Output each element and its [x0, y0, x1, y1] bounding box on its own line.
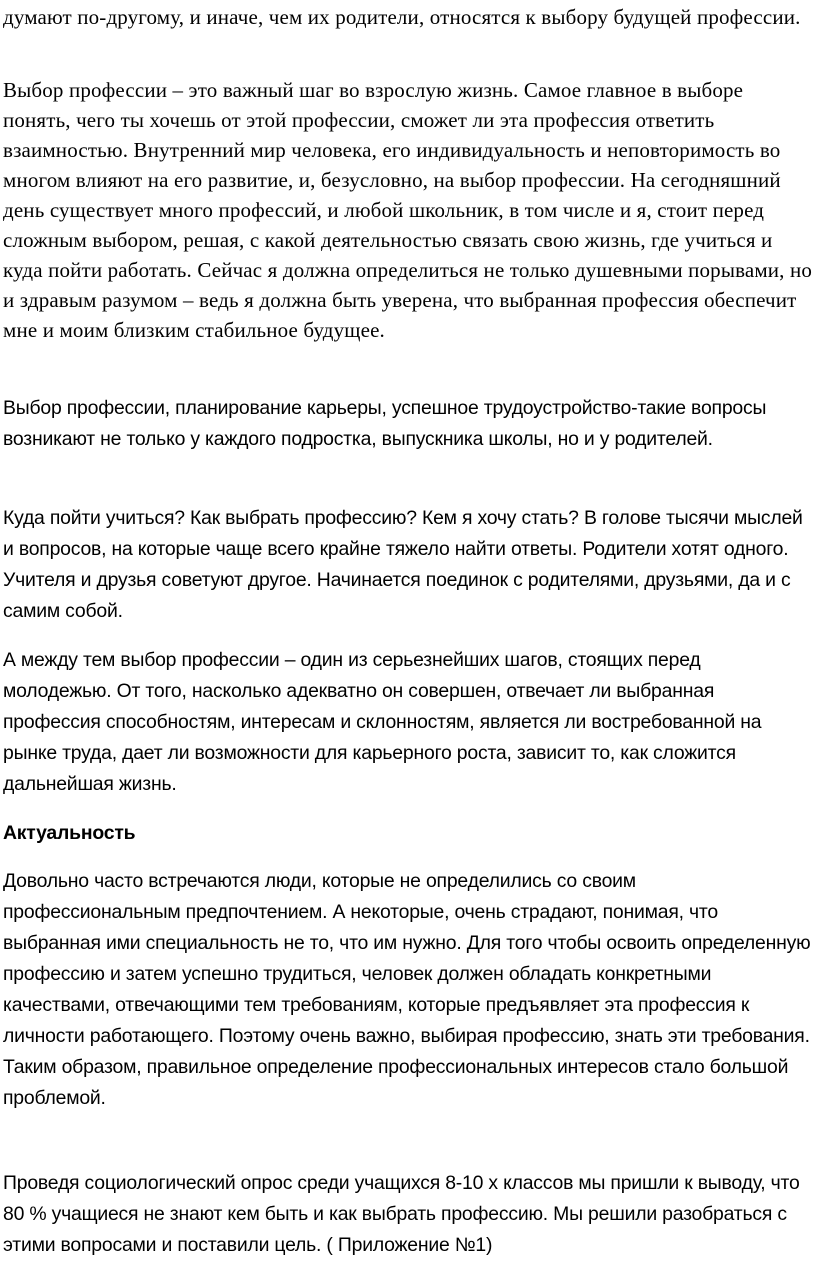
paragraph-relevance: Довольно часто встречаются люди, которые не определились со своим профессиональным предпочтением. А некоторые, очень страдают, понимая, что выбранная ими специальность не то, что им нужно. Для того чтобы освоить определенную профессию и затем успешно трудиться, человек должен обладать конкретными качествами, отвечающими тем требованиям, которые предъявляет эта профессия к личности работающего. Поэтому очень важно, выбирая профессию, знать эти требования. Таким образом, правильное определение профессиональных интересов стало большой проблемой.: [3, 870, 811, 1109]
paragraph-survey: Проведя социологический опрос среди учащихся 8-10 х классов мы пришли к выводу, что 80 % учащиеся не знают кем быть и как выбрать профессию. Мы решили разобраться с этими вопросами и поставили цель. ( Приложение №1): [3, 1172, 800, 1256]
paragraph-career-planning: Выбор профессии, планирование карьеры, успешное трудоустройство-такие вопросы возникают не только у каждого подростка, выпускника школы, но и у родителей.: [3, 397, 767, 450]
section-heading-relevance: Актуальность: [3, 822, 136, 844]
paragraph-questions: Куда пойти учиться? Как выбрать профессию? Кем я хочу стать? В голове тысячи мыслей и вопросов, на которые чаще всего крайне тяжело найти ответы. Родители хотят одного. Учителя и друзья советуют другое. Начинается поединок с родителями, друзьями, да и с самим собой.: [3, 507, 803, 622]
paragraph-intro-continuation: думают по-другому, и иначе, чем их родители, относятся к выбору будущей профессии.: [3, 5, 801, 29]
paragraph-importance: А между тем выбор профессии – один из серьезнейших шагов, стоящих перед молодежью. От того, насколько адекватно он совершен, отвечает ли выбранная профессия способностям, интересам и склонностям, является ли востребованной на рынке труда, дает ли возможности для карьерного роста, зависит то, как сложится дальнейшая жизнь.: [3, 649, 762, 795]
paragraph-career-choice: Выбор профессии – это важный шаг во взрослую жизнь. Самое главное в выборе понять, чего ты хочешь от этой профессии, сможет ли эта профессия ответить взаимностью. Внутренний мир человека, его индивидуальность и неповторимость во многом влияют на его развитие, и, безусловно, на выбор профессии. На сегодняшний день существует много профессий, и любой школьник, в том числе и я, стоит перед сложным выбором, решая, с какой деятельностью связать свою жизнь, где учиться и куда пойти работать. Сейчас я должна определиться не только душевными порывами, но и здравым разумом – ведь я должна быть уверена, что выбранная профессия обеспечит мне и моим близким стабильное будущее.: [3, 78, 813, 342]
